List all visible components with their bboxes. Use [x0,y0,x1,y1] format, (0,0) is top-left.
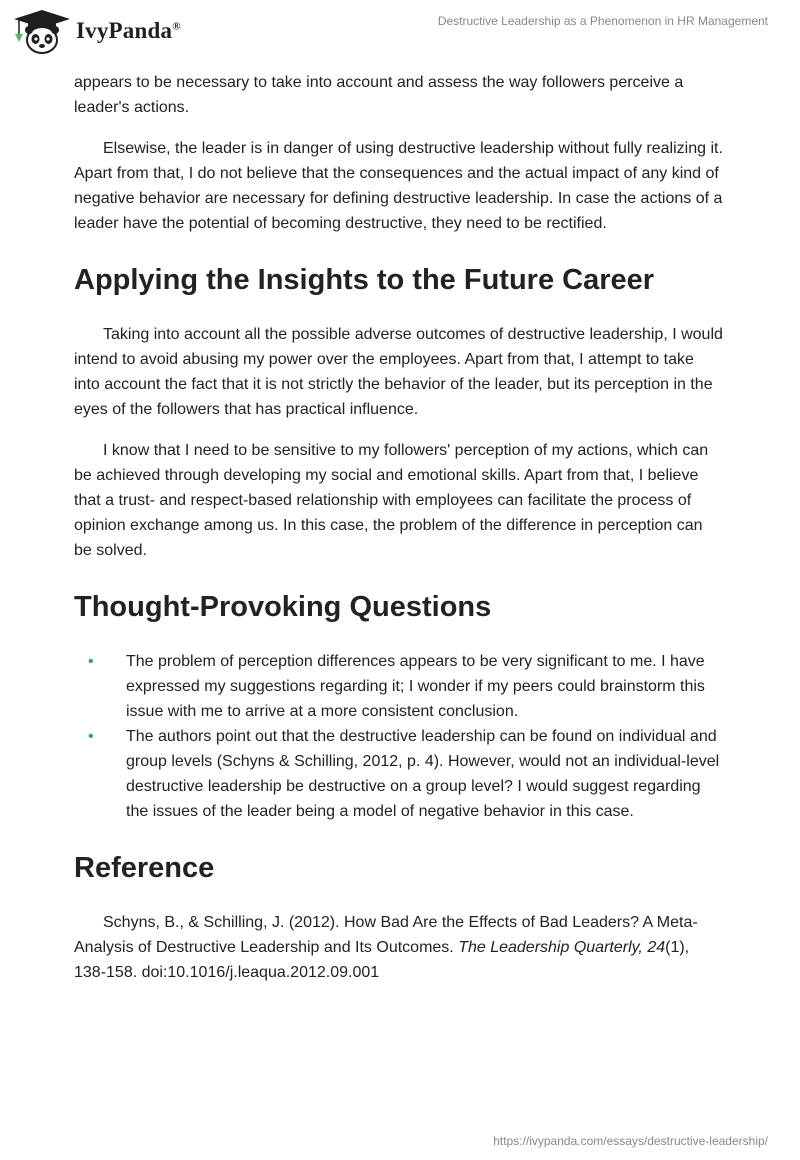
reference-journal: The Leadership Quarterly, 24 [458,939,666,956]
brand-name: IvyPanda® [76,18,181,43]
reference-entry [74,910,724,985]
paragraph: Elsewise, the leader is in danger of using destructive leadership without fully realizing it. Apart from that, I do not believe that the consequences and the actual impact of any kind of negative behavior are necessary for defining destructive leadership. In case the actions of a leader have the potential of becoming destructive, they need to be rectified. [74,140,723,232]
paragraph: I know that I need to be sensitive to my followers' perception of my actions, which can be achieved through developing my social and emotional skills. Apart from that, I believe that a trust- and respect-based relationship with employees can facilitate the process of opinion exchange among us. In this case, the problem of the difference in perception can be solved. [74,442,709,559]
questions-list [74,649,724,824]
reference-authors-title: Schyns, B., & Schilling, J. (2012). How Bad Are the Effects of Bad Leaders? A Meta-Analysis of Destructive Leadership and Its Outcomes. [74,914,698,956]
panda-logo-icon [12,8,72,54]
section-heading-questions: Thought-Provoking Questions [74,591,492,623]
page-header [0,0,800,64]
registered-mark: ® [172,20,181,33]
list-item [74,649,724,724]
bullet-icon: • [88,728,94,745]
paragraph: Taking into account all the possible adverse outcomes of destructive leadership, I would intend to avoid abusing my power over the employees. Apart from that, I attempt to take into account the fact that it is not strictly the behavior of the leader, but its perception in the eyes of the followers that has practical influence. [74,326,723,418]
section-heading-career: Applying the Insights to the Future Career [74,264,655,296]
paragraph: appears to be necessary to take into account and assess the way followers perceive a leader's actions. [74,74,684,116]
section-heading-reference: Reference [74,852,215,884]
reference-issue-doi: (1), 138-158. doi:10.1016/j.leaqua.2012.09.001 [74,939,690,981]
brand-logo[interactable] [12,8,181,54]
list-item-text: The problem of perception differences appears to be very significant to me. I have expressed my suggestions regarding it; I wonder if my peers could brainstorm this issue with me to arrive at a more consistent conclusion. [126,653,705,720]
source-url[interactable]: https://ivypanda.com/essays/destructive-leadership/ [493,1134,768,1148]
document-title: Destructive Leadership as a Phenomenon in HR Management [437,14,768,28]
list-item-text: The authors point out that the destructive leadership can be found on individual and group levels (Schyns & Schilling, 2012, p. 4). However, would not an individual-level destructive leadership be destructive on a group level? I would suggest regarding the issues of the leader being a model of negative behavior in this case. [126,728,720,820]
list-item [74,724,724,824]
article-body [74,70,724,1001]
bullet-icon: • [88,653,94,670]
